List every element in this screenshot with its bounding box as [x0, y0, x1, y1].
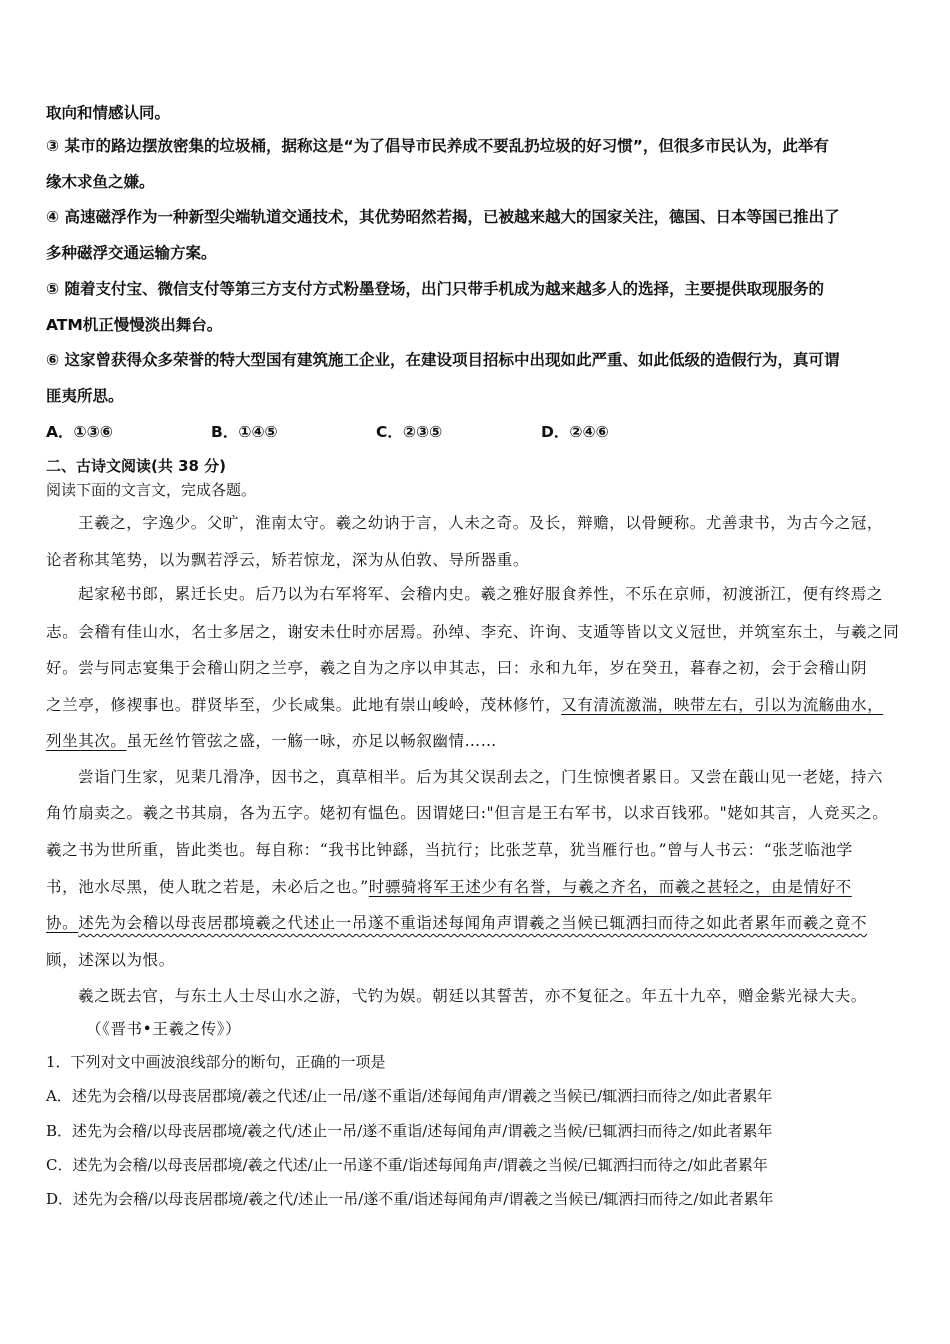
passage-source: （《晋书•王羲之传》）	[86, 1020, 242, 1038]
passage-p3-line: 羲之书为世所重，皆此类也。每自称：“我书比钟繇，当抗行；比张芝草，犹当雁行也。”曾与人书云：“张芝临池学	[46, 841, 853, 859]
passage-text: 虽无丝竹管弦之盛，一觞一咏，亦足以畅叙幽情……	[126, 732, 497, 750]
question-1-option-b[interactable]: B．述先为会稽/以母丧居郡境/羲之代/述止一吊/遂不重诣/述每闻角声/谓羲之当候/已辄洒扫而待之/如此者累年	[46, 1122, 773, 1140]
statement-3-cont: 缘木求鱼之嫌。	[46, 173, 155, 191]
passage-text: 书，池水尽黑，使人耽之若是，未必后之也。”	[46, 878, 369, 896]
choice-a[interactable]: A．①③⑥	[46, 423, 113, 441]
passage-text: 之兰亭，修禊事也。群贤毕至，少长咸集。此地有崇山峻岭，茂林修竹，	[46, 696, 562, 714]
underlined-sentence: 协。	[46, 914, 79, 932]
passage-p1-line: 王羲之，字逸少。父旷，淮南太守。羲之幼讷于言，人未之奇。及长，辩赡，以骨鲠称。尤善隶书，为古今之冠，	[78, 514, 884, 532]
choice-c[interactable]: C．②③⑤	[376, 423, 443, 441]
statement-6: ⑥ 这家曾获得众多荣誉的特大型国有建筑施工企业，在建设项目招标中出现如此严重、如此低级的造假行为，真可谓	[46, 351, 840, 369]
question-text-line: 取向和情感认同。	[46, 104, 171, 122]
passage-p2-line	[46, 698, 883, 714]
statement-4-cont: 多种磁浮交通运输方案。	[46, 244, 217, 262]
underlined-sentence: 时骠骑将军王述少有名誉，与羲之齐名，而羲之甚轻之，由是情好不	[368, 878, 852, 896]
question-1-option-a[interactable]: A．述先为会稽/以母丧居郡境/羲之代述/止一吊/遂不重诣/述每闻角声/谓羲之当候已/辄洒扫而待之/如此者累年	[46, 1087, 773, 1105]
choice-d[interactable]: D．②④⑥	[541, 423, 609, 441]
question-1-stem: 1．下列对文中画波浪线部分的断句，正确的一项是	[46, 1053, 386, 1071]
statement-5: ⑤ 随着支付宝、微信支付等第三方支付方式粉墨登场，出门只带手机成为越来越多人的选择，主要提供取现服务的	[46, 280, 825, 298]
statement-6-cont: 匪夷所思。	[46, 387, 124, 405]
question-1-option-d[interactable]: D．述先为会稽/以母丧居郡境/羲之代/述止一吊/遂不重/诣述每闻角声/谓羲之当候已/辄洒扫而待之/如此者累年	[46, 1190, 774, 1208]
statement-3: ③ 某市的路边摆放密集的垃圾桶，据称这是“为了倡导市民养成不要乱扔垃圾的好习惯”，但很多市民认为，此举有	[46, 137, 829, 155]
passage-p3-line	[46, 916, 867, 932]
passage-p3-line: 角竹扇卖之。羲之书其扇，各为五字。姥初有愠色。因谓姥曰:"但言是王右军书，以求百钱邪。"姥如其言，人竞买之。	[46, 804, 889, 822]
instruction: 阅读下面的文言文，完成各题。	[46, 481, 257, 499]
wavy-underlined-sentence: 述先为会稽以母丧居郡境羲之代述止一吊遂不重诣述每闻角声谓羲之当候已辄洒扫而待之如此者累年而羲之竟不	[78, 914, 868, 932]
question-1-option-c[interactable]: C．述先为会稽/以母丧居郡境/羲之代述/止一吊遂不重/诣述每闻角声/谓羲之当候/已辄洒扫而待之/如此者累年	[46, 1156, 768, 1174]
passage-p3-line	[46, 880, 852, 896]
passage-p3-line: 尝诣门生家，见棐几滑净，因书之，真草相半。后为其父误刮去之，门生惊懊者累日。又尝在蕺山见一老姥，持六	[78, 768, 884, 786]
statement-5-cont: ATM机正慢慢淡出舞台。	[46, 316, 223, 334]
statement-4: ④ 高速磁浮作为一种新型尖端轨道交通技术，其优势昭然若揭，已被越来越大的国家关注，德国、日本等国已推出了	[46, 208, 840, 226]
passage-p2-line	[46, 734, 497, 750]
passage-p4-line: 羲之既去官，与东土人士尽山水之游，弋钓为娱。朝廷以其誓苦，亦不复征之。年五十九卒，赠金紫光禄大夫。	[78, 987, 867, 1005]
section-title: 二、古诗文阅读(共 38 分)	[46, 457, 227, 475]
choice-b[interactable]: B．①④⑤	[211, 423, 278, 441]
passage-p1-line: 论者称其笔势，以为飘若浮云，矫若惊龙，深为从伯敦、导所器重。	[46, 551, 530, 569]
passage-p2-line: 起家秘书郎，累迁长史。后乃以为右军将军、会稽内史。羲之雅好服食养性，不乐在京师，初渡浙江，便有终焉之	[78, 585, 884, 603]
passage-p2-line: 志。会稽有佳山水，名士多居之，谢安未仕时亦居焉。孙绰、李充、许询、支遁等皆以文义冠世，并筑室东土，与羲之同	[46, 623, 900, 641]
answer-choices	[46, 425, 706, 441]
underlined-sentence: 又有清流激湍，映带左右，引以为流觞曲水，	[561, 696, 884, 714]
passage-p3-line: 顾，述深以为恨。	[46, 951, 175, 969]
passage-p2-line: 好。尝与同志宴集于会稽山阴之兰亭，羲之自为之序以申其志，曰：永和九年，岁在癸丑，暮春之初，会于会稽山阴	[46, 659, 868, 677]
underlined-sentence: 列坐其次。	[46, 732, 127, 750]
